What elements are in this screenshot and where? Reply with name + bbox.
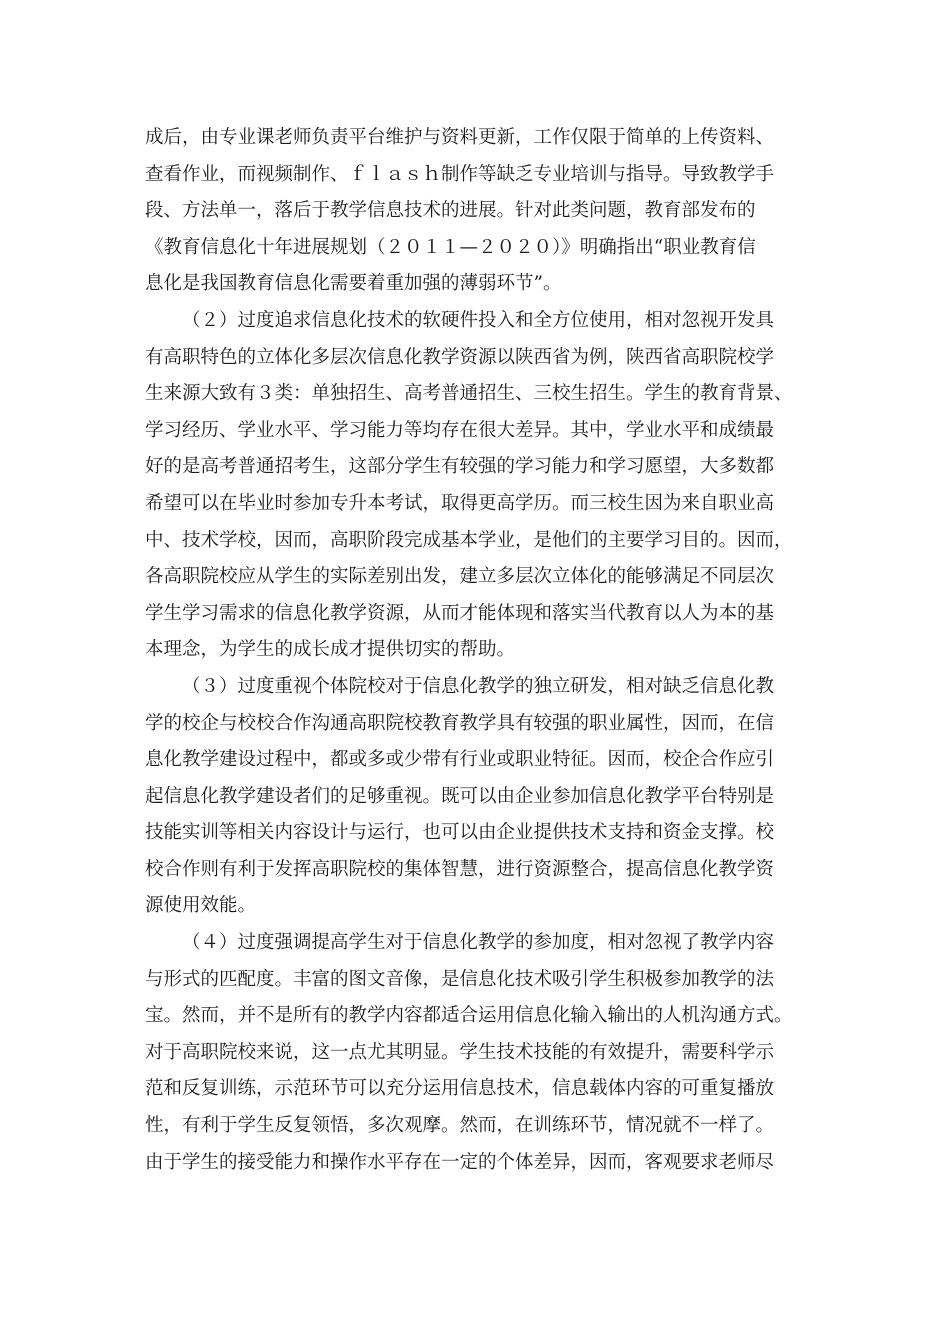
text-line: 生来源大致有３类：单独招生、高考普通招生、三校生招生。学生的教育背景、 — [145, 383, 793, 405]
text-line: 校合作则有利于发挥高职院校的集体智慧，进行资源整合，提高信息化教学资 — [145, 858, 775, 880]
text-line: 对于高职院校来说，这一点尤其明显。学生技术技能的有效提升，需要科学示 — [145, 1041, 775, 1063]
text-line: 宝。然而，并不是所有的教学内容都适合运用信息化输入输出的人机沟通方式。 — [145, 1005, 793, 1027]
text-line: 技能实训等相关内容设计与运行，也可以由企业提供技术支持和资金支撑。校 — [145, 822, 775, 844]
text-line: 范和反复训练，示范环节可以充分运用信息技术，信息载体内容的可重复播放 — [145, 1078, 775, 1100]
text-line: 学习经历、学业水平、学习能力等均存在很大差异。其中，学业水平和成绩最 — [145, 419, 775, 441]
text-line: 学的校企与校校合作沟通高职院校教育教学具有较强的职业属性，因而，在信 — [145, 712, 775, 734]
paragraph-first-line: （２）过度追求信息化技术的软硬件投入和全方位使用，相对忽视开发具 — [182, 309, 775, 331]
text-line: 由于学生的接受能力和操作水平存在一定的个体差异，因而，客观要求老师尽 — [145, 1151, 775, 1173]
text-line: 段、方法单一，落后于教学信息技术的进展。针对此类问题，教育部发布的 — [145, 200, 756, 222]
text-line: 性，有利于学生反复领悟，多次观摩。然而，在训练环节，情况就不一样了。 — [145, 1115, 775, 1137]
text-line: 与形式的匹配度。丰富的图文音像，是信息化技术吸引学生积极参加教学的法 — [145, 968, 775, 990]
text-line: 本理念，为学生的成长成才提供切实的帮助。 — [145, 639, 516, 661]
text-line: 各高职院校应从学生的实际差别出发，建立多层次立体化的能够满足不同层次 — [145, 566, 775, 588]
text-line: 好的是高考普通招考生，这部分学生有较强的学习能力和学习愿望，大多数都 — [145, 456, 775, 478]
text-line: 起信息化教学建设者们的足够重视。既可以由企业参加信息化教学平台特别是 — [145, 785, 775, 807]
text-line: 息化是我国教育信息化需要着重加强的薄弱环节”。 — [145, 273, 562, 295]
text-line: 《教育信息化十年进展规划（２０１１—２０２０）》明确指出“职业教育信 — [145, 236, 756, 258]
paragraph-first-line: （３）过度重视个体院校对于信息化教学的独立研发，相对缺乏信息化教 — [182, 675, 775, 697]
text-line: 希望可以在毕业时参加专升本考试，取得更高学历。而三校生因为来自职业高 — [145, 492, 775, 514]
text-line: 有高职特色的立体化多层次信息化教学资源以陕西省为例，陕西省高职院校学 — [145, 346, 775, 368]
text-line: 成后，由专业课老师负责平台维护与资料更新，工作仅限于简单的上传资料、 — [145, 127, 775, 148]
body-text — [145, 120, 810, 1181]
text-line: 中、技术学校，因而，高职阶段完成基本学业，是他们的主要学习目的。因而， — [145, 529, 793, 551]
text-line: 学生学习需求的信息化教学资源，从而才能体现和落实当代教育以人为本的基 — [145, 602, 775, 624]
text-line: 查看作业，而视频制作、ｆｌａｓｈ制作等缺乏专业培训与指导。导致教学手 — [145, 163, 775, 185]
text-line: 息化教学建设过程中，都或多或少带有行业或职业特征。因而，校企合作应引 — [145, 749, 775, 771]
paragraph-first-line: （４）过度强调提高学生对于信息化教学的参加度，相对忽视了教学内容 — [182, 932, 775, 954]
text-line: 源使用效能。 — [145, 895, 257, 917]
